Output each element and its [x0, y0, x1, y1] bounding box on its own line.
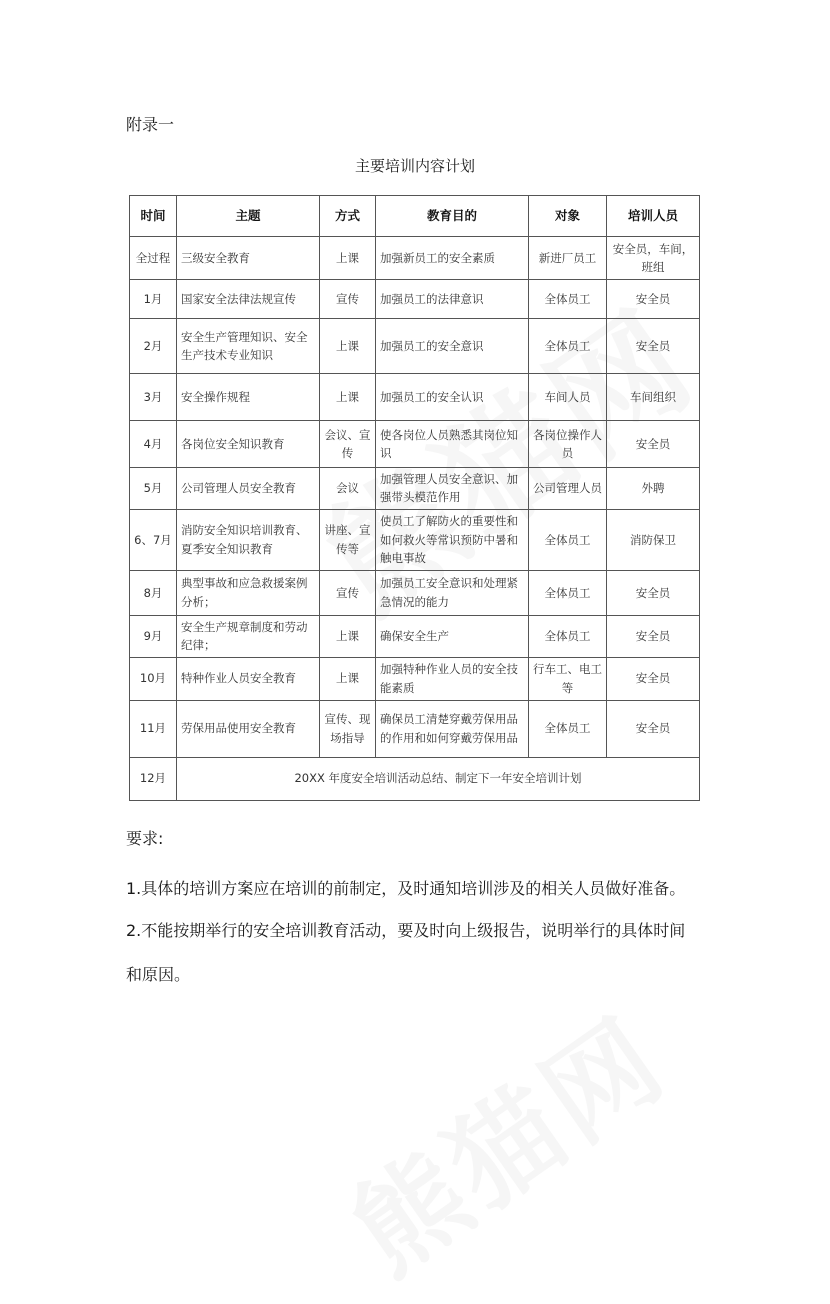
- cell-topic: 安全生产规章制度和劳动纪律；: [177, 615, 320, 657]
- cell-topic: 各岗位安全知识教育: [177, 421, 320, 468]
- table-title: 主要培训内容计划: [354, 157, 475, 175]
- cell-time: 全过程: [130, 237, 177, 280]
- header-trainer: 培训人员: [607, 196, 700, 237]
- cell-trainer: 安全员: [607, 280, 700, 319]
- cell-method: 讲座、宣传等: [320, 509, 376, 570]
- cell-method: 上课: [320, 657, 376, 700]
- cell-time: 8月: [130, 570, 177, 615]
- cell-time: 11月: [130, 700, 177, 757]
- cell-topic: 三级安全教育: [177, 237, 320, 280]
- cell-method: 上课: [320, 374, 376, 421]
- cell-audience: 全体员工: [529, 509, 607, 570]
- cell-purpose: 加强员工安全意识和处理紧急情况的能力: [376, 570, 529, 615]
- cell-method: 宣传、现场指导: [320, 700, 376, 757]
- cell-trainer: 安全员: [607, 657, 700, 700]
- cell-purpose: 加强管理人员安全意识、加强带头模范作用: [376, 468, 529, 510]
- cell-time: 10月: [130, 657, 177, 700]
- cell-trainer: 车间组织: [607, 374, 700, 421]
- cell-time: 2月: [130, 319, 177, 374]
- header-audience: 对象: [529, 196, 607, 237]
- cell-time: 12月: [130, 757, 177, 800]
- cell-trainer: 安全员: [607, 570, 700, 615]
- cell-audience: 全体员工: [529, 280, 607, 319]
- cell-time: 1月: [130, 280, 177, 319]
- cell-time: 3月: [130, 374, 177, 421]
- table-row: [130, 374, 700, 421]
- cell-purpose: 加强特种作业人员的安全技能素质: [376, 657, 529, 700]
- requirement-item-1: 1.具体的培训方案应在培训的前制定，及时通知培训涉及的相关人员做好准备。: [126, 879, 686, 898]
- cell-audience: 全体员工: [529, 615, 607, 657]
- training-plan-table: [129, 195, 700, 801]
- appendix-label: 附录一: [126, 115, 175, 134]
- cell-method: 上课: [320, 237, 376, 280]
- watermark: [316, 974, 692, 1303]
- cell-trainer: 安全员: [607, 615, 700, 657]
- cell-purpose: 确保员工清楚穿戴劳保用品的作用和如何穿戴劳保用品: [376, 700, 529, 757]
- cell-purpose: 加强新员工的安全素质: [376, 237, 529, 280]
- header-purpose: 教育目的: [376, 196, 529, 237]
- cell-method: 宣传: [320, 570, 376, 615]
- table-row: [130, 509, 700, 570]
- cell-trainer: 安全员: [607, 319, 700, 374]
- cell-topic: 国家安全法律法规宣传: [177, 280, 320, 319]
- cell-topic: 安全生产管理知识、安全生产技术专业知识: [177, 319, 320, 374]
- cell-topic: 公司管理人员安全教育: [177, 468, 320, 510]
- header-time: 时间: [130, 196, 177, 237]
- table-row: [130, 700, 700, 757]
- header-method: 方式: [320, 196, 376, 237]
- cell-method: 宣传: [320, 280, 376, 319]
- header-topic: 主题: [177, 196, 320, 237]
- cell-time: 6、7月: [130, 509, 177, 570]
- cell-time: 5月: [130, 468, 177, 510]
- cell-topic: 典型事故和应急救援案例分析；: [177, 570, 320, 615]
- requirement-item-2-continued: 和原因。: [126, 965, 191, 984]
- cell-audience: 行车工、电工等: [529, 657, 607, 700]
- cell-summary: 20XX 年度安全培训活动总结、制定下一年安全培训计划: [177, 757, 700, 800]
- cell-topic: 安全操作规程: [177, 374, 320, 421]
- cell-trainer: 安全员: [607, 700, 700, 757]
- table-row: [130, 615, 700, 657]
- cell-audience: 公司管理人员: [529, 468, 607, 510]
- cell-time: 4月: [130, 421, 177, 468]
- cell-trainer: 消防保卫: [607, 509, 700, 570]
- cell-audience: 车间人员: [529, 374, 607, 421]
- cell-purpose: 使员工了解防火的重要性和如何救火等常识预防中暑和触电事故: [376, 509, 529, 570]
- table-row: [130, 657, 700, 700]
- cell-audience: 各岗位操作人员: [529, 421, 607, 468]
- cell-trainer: 外聘: [607, 468, 700, 510]
- cell-purpose: 加强员工的安全认识: [376, 374, 529, 421]
- table-row: [130, 319, 700, 374]
- requirements-heading: 要求:: [126, 829, 164, 848]
- table-row-summary: [130, 757, 700, 800]
- table-row: [130, 421, 700, 468]
- cell-purpose: 使各岗位人员熟悉其岗位知识: [376, 421, 529, 468]
- cell-topic: 特种作业人员安全教育: [177, 657, 320, 700]
- cell-audience: 全体员工: [529, 570, 607, 615]
- cell-topic: 消防安全知识培训教育、夏季安全知识教育: [177, 509, 320, 570]
- cell-audience: 新进厂员工: [529, 237, 607, 280]
- cell-audience: 全体员工: [529, 319, 607, 374]
- cell-trainer: 安全员: [607, 421, 700, 468]
- table-row: [130, 280, 700, 319]
- cell-method: 会议、宣传: [320, 421, 376, 468]
- cell-trainer: 安全员，车间，班组: [607, 237, 700, 280]
- cell-method: 会议: [320, 468, 376, 510]
- requirement-item-2: 2.不能按期举行的安全培训教育活动，要及时向上级报告，说明举行的具体时间: [126, 921, 686, 940]
- cell-purpose: 加强员工的安全意识: [376, 319, 529, 374]
- table-row: [130, 237, 700, 280]
- table-row: [130, 570, 700, 615]
- cell-time: 9月: [130, 615, 177, 657]
- cell-purpose: 加强员工的法律意识: [376, 280, 529, 319]
- table-header-row: [130, 196, 700, 237]
- cell-purpose: 确保安全生产: [376, 615, 529, 657]
- cell-method: 上课: [320, 319, 376, 374]
- table-row: [130, 468, 700, 510]
- cell-method: 上课: [320, 615, 376, 657]
- cell-audience: 全体员工: [529, 700, 607, 757]
- cell-topic: 劳保用品使用安全教育: [177, 700, 320, 757]
